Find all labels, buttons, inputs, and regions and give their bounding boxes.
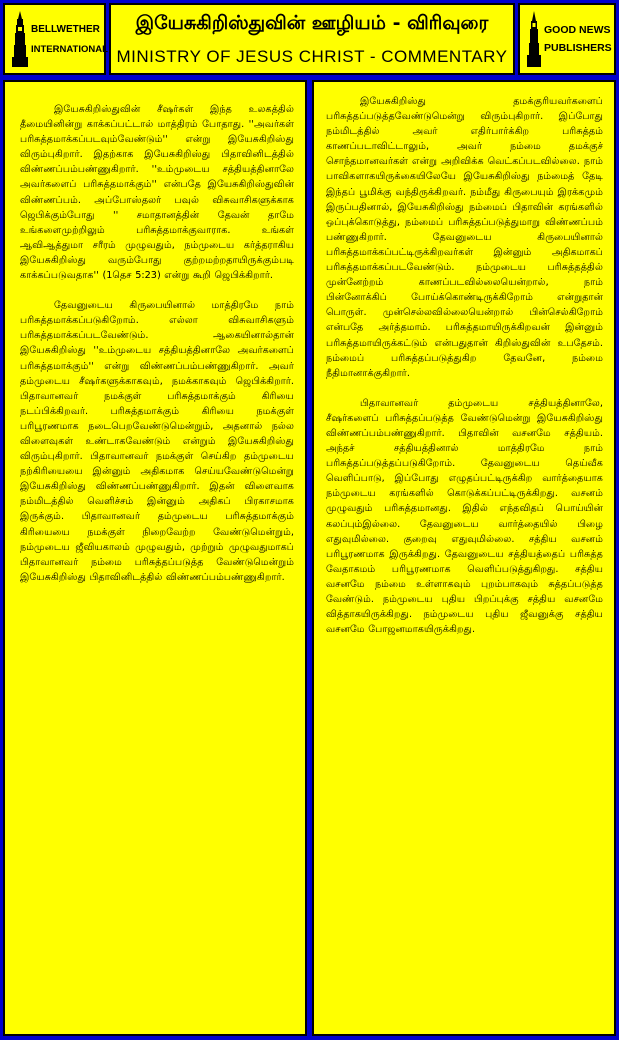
left-column: [3, 80, 307, 1036]
bell-tower-icon: [11, 11, 29, 67]
good-news-line2: PUBLISHERS: [544, 42, 612, 54]
header-bar: [3, 3, 616, 75]
tower-icon: [526, 11, 542, 67]
right-column: [312, 80, 616, 1036]
bellwether-line1: BELLWETHER: [31, 24, 100, 35]
bellwether-line2: INTERNATIONAL: [31, 44, 108, 55]
page-title-tamil: இயேசுகிறிஸ்துவின் ஊழியம் - விரிவுரை: [135, 12, 489, 34]
paragraph: தேவனுடைய கிருபையினால் மாத்திரமே நாம் பரிசுத்தமாக்கப்படுகிறோம். எல்லா விசுவாசிகளும் பரிசுத்தமாக்கப்படவேண்டும். ஆகையினால்தான் இயேசுகிறிஸ்து ''உம்முடைய சத்தியத்தினாலே அவர்களைப் பரிசுத்தமாக்கும்'' என்று விண்ணப்பம்பண்ணுகிறார். அவர் தம்முடைய சீஷர்களுக்காகவும், நமக்காகவும் ஜெபிக்கிறார். பிதாவானவர் நமக்குள் பரிசுத்தமாக்கும் கிரியை நடப்பிக்கிறவர். பரிசுத்தமாக்கும் கிரியை நமக்குள் பரிபூரணமாக நடைபெறவேண்டுமென்றும், அதனால் நல்ல விளைவுகள் உண்டாகவேண்டும் என்றும் இயேசுகிறிஸ்து விரும்புகிறார். பிதாவானவர் நமக்குள் செய்கிற தம்முடைய நற்கிரியையை இன்னும் அதிகமாக செய்யவேண்டுமென்று இயேசுகிறிஸ்து விண்ணப்பண்ணுகிறார். இதன் விளைவாக நம்மிடத்தில் வெளிச்சம் இன்னும் அதிகப் பிரகாசமாக இருக்கும். பிதாவானவர் தம்முடைய பரிசுத்தமாக்கும் கிரியையை நமக்குள் நிறைவேற்ற வேண்டுமென்றும், நம்முடைய ஜீவியகாலம் முழுவதும், முற்றும் முழுவதுமாகப் பிதாவானவர் நம்மை பரிசுத்தப்படுத்த வேண்டுமென்றும் இயேசுகிறிஸ்து பிதாவினிடத்தில் விண்ணப்பம்பண்ணுகிறார்.: [20, 300, 294, 583]
paragraph: பிதாவானவர் தம்முடைய சத்தியத்தினாலே, சீஷர்களைப் பரிசுத்தப்படுத்த வேண்டுமென்று இயேசுகிறிஸ்து விண்ணப்பம்பண்ணுகிறார். பிதாவின் வசனமே சத்தியம். அந்தச் சத்தியத்தினால் மாத்திரமே நாம் பரிசுத்தப்படுத்தப்படுகிறோம். தேவனுடைய தெய்வீக வெளிப்பாடு, இப்போது எழுதப்பட்டிருக்கிற வார்த்தையாக நம்முடைய கரங்களில் கொடுக்கப்பட்டிருக்கிறது. வசனம் முழுவதும் பரிசுத்தமானது. இதில் எந்தவிதப் பொய்யின் கலப்பும்இல்லை. தேவனுடைய வார்த்தையில் பிழை எதுவுமில்லை. குறைவு எதுவுமில்லை. சத்திய வசனம் பரிபூரணமாக இருக்கிறது. தேவனுடைய சத்தியத்தைப் பரிசுத்த வேதாகமம் பரிபூரணமாக வெளிப்படுத்துகிறது. சத்திய வசனமே நம்மை உள்ளாகவும் புறம்பாகவும் சுத்தப்படுத்த வேண்டும். நம்முடைய புதிய பிறப்புக்கு சத்திய வசனமே வித்தாகயிருக்கிறது. நம்முடைய புதிய ஜீவனுக்கு சத்திய வசனமே போஜனமாகயிருக்கிறது.: [326, 397, 603, 636]
page-title-english: MINISTRY OF JESUS CHRIST - COMMENTARY: [116, 47, 508, 66]
good-news-logo: [518, 3, 616, 75]
title-panel: [109, 3, 515, 75]
paragraph: இயேசுகிறிஸ்து தமக்குரியவர்களைப் பரிசுத்தப்படுத்தவேண்டுமென்று விரும்புகிறார். இப்போது நம்மிடத்தில் அவர் எதிர்பார்க்கிற பரிசுத்தம் காணப்படாவிட்டாலும், அவர் நம்மை தமக்குச் சொந்தமானவர்கள் என்று அறிவிக்க வெட்கப்படவில்லை. நாம் பாவிகளாகயிருக்கையிலேயே இயேசுகிறிஸ்து நம்மைத் தேடி இந்தப் பூமிக்கு வந்திருக்கிறவர். நம்மீது கிருபையும் இரக்கமும் இருப்பதினால், இயேசுகிறிஸ்து நம்மைப் பிதாவின் கரங்களில் ஒப்புக்கொடுத்து, நம்மைப் பரிசுத்தப்படுத்துமாறு விண்ணப்பம் பண்ணுகிறார். தேவனுடைய கிருபையினால் பரிசுத்தமாக்கப்பட்டிருக்கிறவர்கள் இன்னும் அதிகமாகப் பரிசுத்தமாக்கப்படவேண்டும். நம்முடைய பரிசுத்தத்தில் முன்னேற்றம் காணப்படவில்லையென்றால், நாம் பின்னோக்கிப் போய்க்கொண்டிருக்கிறோம் என்றுதான் பொருள். முன்செல்லவில்லையென்றால் பின்செல்கிறோம் என்பதே அர்த்தமாம். பரிசுத்தமாயிருக்கிறவன் இன்னும் பரிசுத்தமாயிருக்கட்டும் என்பதுதான் கிறிஸ்துவின் உபதேசம். நம்மைப் பரிசுத்தப்படுத்துகிற தேவனே, நம்மை நீதிமானாக்குகிறார்.: [326, 96, 603, 379]
paragraph: இயேசுகிறிஸ்துவின் சீஷர்கள் இந்த உலகத்தில் தீமையினின்று காக்கப்பட்டால் மாத்திரம் போதாது. ''அவர்கள் பரிசுத்தமாக்கப்படவும்வேண்டும்'' என்று இயேசுகிறிஸ்து விரும்புகிறார். இதற்காக இயேசுகிறிஸ்து பிதாவினிடத்தில் விண்ணப்பம்பண்ணுகிறார். ''உம்முடைய சத்தியத்தினாலே அவர்களைப் பரிசுத்தமாக்கும்'' என்பதே இயேசுகிறிஸ்துவின் விண்ணப்பம். அப்போஸ்தலர் பவுல் விசுவாசிகளுக்காக ஜெபிக்கும்போது '' சமாதானத்தின் தேவன் தாமே உங்களைமுற்றிலும் பரிசுத்தமாக்குவாராக. உங்கள் ஆவிஆத்துமா சரீரம் முழுவதும், நம்முடைய கர்த்தராகிய இயேசுகிறிஸ்து வரும்போது குற்றமற்றதாயிருக்கும்படி காக்கப்படுவதாக'' (1தெச 5:23) என்று கூறி ஜெபிக்கிறார்.: [20, 104, 294, 282]
good-news-line1: GOOD NEWS: [544, 24, 611, 36]
bellwether-logo: [3, 3, 106, 75]
